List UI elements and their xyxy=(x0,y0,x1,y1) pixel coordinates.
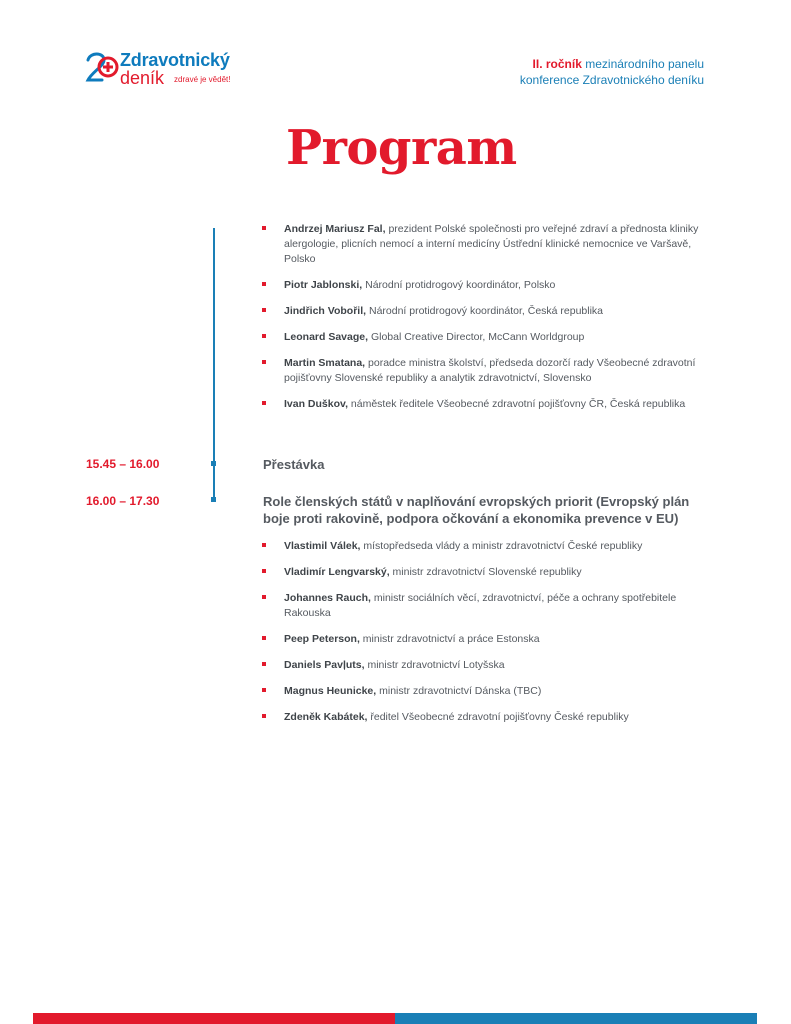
page-title: Program xyxy=(286,120,517,176)
logo-brand: Zdravotnický xyxy=(120,50,230,70)
speaker-item xyxy=(262,356,712,386)
speaker-name: Piotr Jablonski, xyxy=(284,279,363,291)
speaker-role: Národní protidrogový koordinátor, Česká republika xyxy=(366,305,604,317)
header-info xyxy=(520,56,704,88)
speaker-role: ministr zdravotnictví Slovenské republiky xyxy=(389,566,582,578)
break-time: 15.45 – 16.00 xyxy=(86,457,160,471)
speaker-item xyxy=(262,591,712,621)
speaker-item xyxy=(262,278,712,293)
speaker-name: Zdeněk Kabátek, xyxy=(284,711,368,723)
speaker-name: Jindřich Vobořil, xyxy=(284,305,367,317)
speaker-name: Peep Peterson, xyxy=(284,633,360,645)
speaker-role: Global Creative Director, McCann Worldgroup xyxy=(368,331,585,343)
speaker-role: ředitel Všeobecné zdravotní pojišťovny České republiky xyxy=(367,711,629,723)
speaker-item xyxy=(262,684,712,699)
speaker-role: místopředseda vlády a ministr zdravotnictví České republiky xyxy=(360,540,643,552)
speaker-item xyxy=(262,539,712,554)
speaker-name: Vlastimil Válek, xyxy=(284,540,361,552)
logo-name: deník xyxy=(120,68,165,88)
logo-cross-icon xyxy=(84,50,120,84)
conference-name: konference Zdravotnického deníku xyxy=(519,73,704,87)
speaker-name: Vladimír Lengvarský, xyxy=(284,566,390,578)
speaker-role: ministr zdravotnictví a práce Estonska xyxy=(359,633,540,645)
speaker-role: náměstek ředitele Všeobecné zdravotní pojišťovny ČR, Česká republika xyxy=(348,398,686,410)
speaker-item xyxy=(262,632,712,647)
timeline-dot-session xyxy=(211,497,216,502)
speaker-item xyxy=(262,330,712,345)
logo-tagline: zdravé je vědět! xyxy=(174,75,231,84)
speaker-list-1 xyxy=(262,222,712,423)
timeline-line xyxy=(213,228,215,500)
footer-bar-red xyxy=(33,1013,395,1024)
speaker-role: prezident Polské společnosti pro veřejné zdraví a přednosta kliniky alergologie, plicních nemocí a interní medicíny Ústřední klinické nemocnice ve Varšavě, Polsko xyxy=(284,223,699,265)
speaker-role: Národní protidrogový koordinátor, Polsko xyxy=(362,279,556,291)
footer-bar-blue xyxy=(395,1013,757,1024)
logo xyxy=(84,50,264,90)
speaker-role: poradce ministra školství, předseda dozorčí rady Všeobecné zdravotní pojišťovny Slovenské republiky a analytik zdravotnictví, Slovensko xyxy=(284,357,696,384)
session-title: Role členských států v naplňování evropských priorit (Evropský plán boje proti rakovině, podpora očkování a ekonomika prevence v EU) xyxy=(263,494,690,526)
speaker-item xyxy=(262,658,712,673)
speaker-item xyxy=(262,222,712,267)
speaker-item xyxy=(262,304,712,319)
speaker-role: ministr zdravotnictví Lotyšska xyxy=(364,659,505,671)
speaker-item xyxy=(262,397,712,412)
speaker-item xyxy=(262,565,712,580)
speaker-role: ministr sociálních věcí, zdravotnictví, péče a ochrany spotřebitele Rakouska xyxy=(284,592,677,619)
speaker-name: Leonard Savage, xyxy=(284,331,369,343)
speaker-name: Martin Smatana, xyxy=(284,357,366,369)
speaker-name: Johannes Rauch, xyxy=(284,592,371,604)
speaker-list-2 xyxy=(262,539,712,736)
edition-text: mezinárodního panelu xyxy=(581,57,704,71)
break-title: Přestávka xyxy=(263,457,325,472)
edition-label: II. ročník xyxy=(532,57,582,71)
timeline-dot-break xyxy=(211,461,216,466)
speaker-role: ministr zdravotnictví Dánska (TBC) xyxy=(376,685,542,697)
speaker-name: Magnus Heunicke, xyxy=(284,685,377,697)
speaker-name: Andrzej Mariusz Fal, xyxy=(284,223,386,235)
session-time: 16.00 – 17.30 xyxy=(86,494,160,508)
speaker-name: Daniels Pavļuts, xyxy=(284,659,365,671)
speaker-item xyxy=(262,710,712,725)
speaker-name: Ivan Duškov, xyxy=(284,398,348,410)
